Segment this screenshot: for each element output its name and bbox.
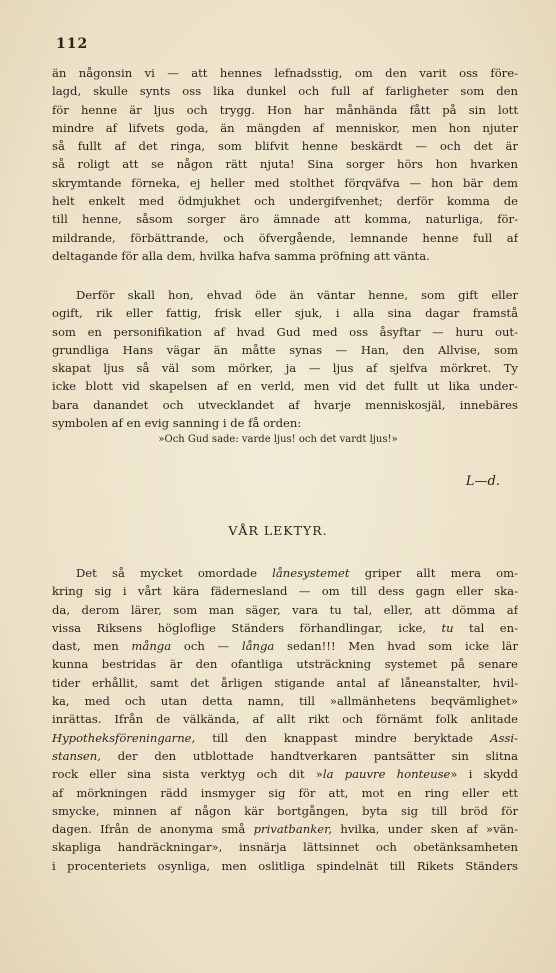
text-line: skapat ljus så väl som mörker, ja — ljus af sjelfva mörkret. Ty: [52, 361, 518, 376]
author-signature: L—d.: [465, 474, 500, 489]
text-line: [52, 601, 518, 619]
text-line: så fullt af det ringa, som blifvit henne beskärdt — och det är: [52, 139, 518, 154]
text-line: så roligt att se någon rätt njuta! Sina sorger hörs hon hvarken: [52, 157, 518, 172]
text-line: [52, 674, 518, 692]
text-line: skrymtande förneka, ej heller med stolthet förqväfva — hon bär dem: [52, 175, 518, 190]
text-run: dast, men: [52, 639, 132, 654]
text-line: [52, 619, 518, 637]
text-line: Derför skall hon, ehvad öde än väntar henne, som gift eller: [76, 288, 518, 302]
text-run: » i skydd: [450, 767, 518, 782]
quote-line: »Och Gud sade: varde ljus! och det vardt ljus!»: [158, 434, 398, 445]
italic-text: Hypotheksföreningarne,: [52, 730, 196, 745]
text-run: tider erhållit, samt det årligen stigande antal af låneanstalter, hvil-: [52, 675, 518, 690]
text-line: [52, 802, 518, 820]
text-line: [52, 857, 518, 875]
text-run: griper allt mera om-: [349, 566, 518, 580]
italic-text: många: [131, 639, 172, 654]
text-run: kunna bestridas är den ofantliga utsträckning systemet på senare: [52, 657, 518, 672]
text-line: bara danandet och utvecklandet af hvarje menniskosjäl, innebäres: [52, 397, 518, 412]
paragraph-3: [52, 564, 518, 875]
text-line: [52, 655, 518, 673]
italic-text: långa: [241, 639, 275, 654]
text-run: rock eller sina sista verktyg och dit »: [52, 767, 323, 782]
text-run: Det så mycket omordade: [76, 566, 273, 580]
text-line: [52, 747, 518, 765]
italic-text: privatbanker,: [253, 822, 333, 837]
text-line: [52, 820, 518, 838]
text-run: dagen. Ifrån de anonyma små: [52, 822, 254, 837]
text-run: och —: [171, 639, 242, 654]
text-run: vissa Riksens högloflige Ständers förhandlingar, icke,: [52, 620, 442, 635]
text-line: [52, 564, 518, 582]
paragraph-2: [52, 286, 518, 432]
text-run: hvilka, under sken af »vän-: [332, 822, 518, 837]
text-run: af mörkningen rädd insmyger sig för att, mot en ring eller ett: [52, 785, 518, 800]
text-line: mindre af lifvets goda, än mängden af menniskor, men hon njuter: [52, 120, 518, 135]
text-line: [52, 765, 518, 783]
text-line: [52, 582, 518, 600]
text-line: icke blott vid skapelsen af en verld, men vid det fullt ut lika under-: [52, 379, 518, 394]
italic-text: stansen,: [52, 748, 101, 763]
italic-text: tu: [441, 620, 454, 635]
text-line: mildrande, förbättrande, och öfvergående, lemnande henne full af: [52, 230, 518, 245]
text-line: deltagande för alla dem, hvilka hafva samma pröfning att vänta.: [52, 248, 430, 263]
text-run: smycke, minnen af någon kär bortgången, byta sig till bröd för: [52, 803, 518, 818]
paragraph-1: [52, 64, 518, 265]
text-line: för henne är ljus och trygg. Hon har månhända fått på sin lott: [52, 102, 518, 117]
section-heading: VÅR LEKTYR.: [228, 523, 328, 538]
italic-text: Assi-: [490, 730, 518, 745]
text-run: inrättas. Ifrån de välkända, af allt rikt och förnämt folk anlitade: [52, 712, 518, 727]
text-line: [52, 838, 518, 856]
text-line: lagd, skulle synts oss lika dunkel och full af farligheter som den: [52, 84, 518, 99]
text-line: [52, 710, 518, 728]
text-run: ka, med och utan detta namn, till »allmänhetens beqvämlighet»: [52, 694, 518, 709]
text-run: i procenteriets osynliga, men oslitliga spindelnät till Rikets Ständers: [52, 858, 518, 873]
text-line: än någonsin vi — att hennes lefnadsstig, om den varit oss före-: [52, 66, 518, 80]
text-line: symbolen af en evig sanning i de få orden:: [52, 416, 302, 431]
text-line: [52, 729, 518, 747]
text-line: [52, 692, 518, 710]
text-run: da, derom lärer, som man säger, vara tu tal, eller, att dömma af: [52, 602, 518, 617]
text-line: till henne, såsom sorger äro ämnade att komma, naturliga, för-: [52, 212, 518, 227]
text-line: ogift, rik eller fattig, frisk eller sjuk, i alla sina dagar framstå: [52, 306, 518, 321]
text-run: tal en-: [453, 620, 518, 635]
italic-text: la pauvre honteuse: [322, 767, 451, 782]
text-run: der den utblottade handtverkaren pantsätter sin slitna: [100, 748, 518, 763]
text-run: kring sig i vårt kära fädernesland — om till dess gagn eller ska-: [52, 584, 518, 599]
text-line: [52, 637, 518, 655]
text-run: till den knappast mindre beryktade: [195, 730, 491, 745]
text-line: [52, 784, 518, 802]
text-run: skapliga handräckningar», insnärja lättsinnet och obetänksamheten: [52, 840, 518, 855]
text-line: helt enkelt med ödmjukhet och undergifvenhet; derför komma de: [52, 194, 518, 209]
text-line: som en personifikation af hvad Gud med oss åsyftar — huru out-: [52, 324, 518, 339]
italic-text: lånesystemet: [272, 566, 350, 580]
text-line: grundliga Hans vägar än måtte synas — Han, den Allvise, som: [52, 342, 518, 357]
text-run: sedan!!! Men hvad som icke lär: [274, 639, 518, 654]
page-number: 112: [56, 36, 89, 52]
